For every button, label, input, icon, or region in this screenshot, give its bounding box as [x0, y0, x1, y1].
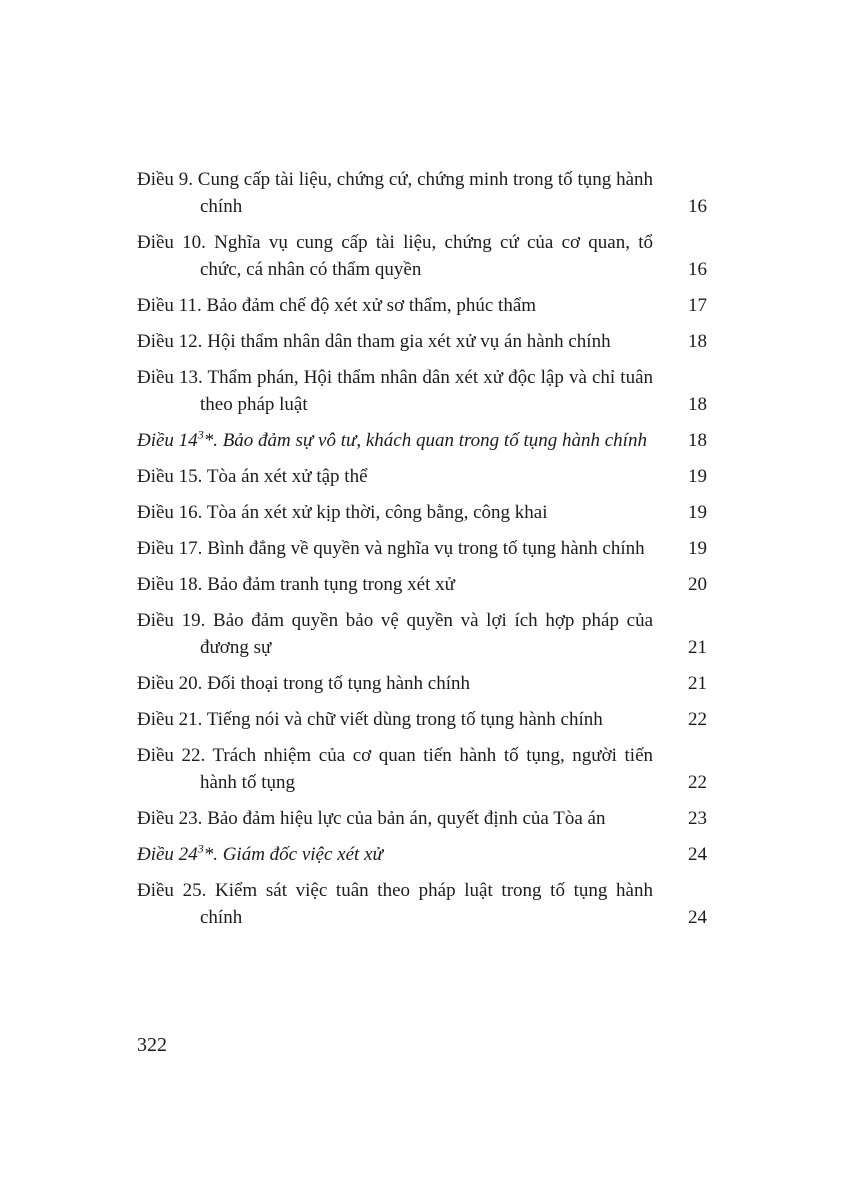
- toc-entry: [137, 463, 707, 490]
- article-number: Điều 9.: [137, 169, 193, 190]
- article-number: Điều 21.: [137, 709, 203, 730]
- article-title: Bảo đảm tranh tụng trong xét xử: [202, 574, 455, 595]
- article-number: Điều 11.: [137, 295, 202, 316]
- article-number: Điều 15.: [137, 466, 203, 487]
- article-superscript: 3: [197, 841, 204, 856]
- toc-entry-page-number: 17: [688, 295, 707, 316]
- toc-entry-text: [137, 742, 661, 796]
- article-number: Điều 10.: [137, 232, 206, 253]
- toc-entry-page-number: 18: [688, 331, 707, 352]
- toc-entry-text: [137, 841, 661, 868]
- footer-page-number: 322: [137, 1034, 167, 1056]
- article-title: Giám đốc việc xét xử: [217, 844, 383, 865]
- toc-entry-text: [137, 364, 661, 418]
- article-title: Trách nhiệm của cơ quan tiến hành tố tụng, người tiến hành tố tụng: [200, 745, 654, 793]
- toc-entry-text: [137, 463, 661, 490]
- toc-entry: [137, 364, 707, 418]
- article-title: Bảo đảm sự vô tư, khách quan trong tố tụng hành chính: [217, 430, 647, 451]
- article-number: Điều 19.: [137, 610, 206, 631]
- article-number: Điều 25.: [137, 880, 207, 901]
- toc-entry: [137, 571, 707, 598]
- article-number: Điều 24: [137, 844, 198, 865]
- article-title: Bình đẳng về quyền và nghĩa vụ trong tố tụng hành chính: [202, 538, 645, 559]
- toc-entry-page-number: 16: [688, 259, 707, 280]
- article-number: Điều 22.: [137, 745, 206, 766]
- article-title: Bảo đảm chế độ xét xử sơ thẩm, phúc thẩm: [201, 295, 537, 316]
- toc-entry-text: [137, 877, 661, 931]
- toc-entry-page-number: 16: [688, 196, 707, 217]
- article-title: Thẩm phán, Hội thẩm nhân dân xét xử độc lập và chỉ tuân theo pháp luật: [200, 367, 653, 415]
- toc-entry: [137, 706, 707, 733]
- toc-entry: [137, 805, 707, 832]
- article-suffix: *.: [203, 430, 218, 451]
- toc-entry: [137, 877, 707, 931]
- toc-entry: [137, 499, 707, 526]
- article-number: Điều 17.: [137, 538, 203, 559]
- toc-entry: [137, 166, 707, 220]
- toc-entry-text: [137, 499, 661, 526]
- article-title: Đối thoại trong tố tụng hành chính: [202, 673, 470, 694]
- toc-entry: [137, 742, 707, 796]
- toc-entry-text: [137, 427, 661, 454]
- article-suffix: *.: [203, 844, 218, 865]
- toc-entry-text: [137, 292, 661, 319]
- toc-entry-text: [137, 805, 661, 832]
- toc-entry-page-number: 19: [688, 538, 707, 559]
- toc-entry-text: [137, 706, 661, 733]
- article-title: Kiểm sát việc tuân theo pháp luật trong tố tụng hành chính: [200, 880, 653, 928]
- toc-entry: [137, 607, 707, 661]
- article-number: Điều 12.: [137, 331, 203, 352]
- article-title: Cung cấp tài liệu, chứng cứ, chứng minh trong tố tụng hành chính: [193, 169, 654, 217]
- toc-entry: [137, 670, 707, 697]
- toc-entry-page-number: 22: [688, 709, 707, 730]
- toc-entry: [137, 841, 707, 868]
- toc-entry-page-number: 21: [688, 637, 707, 658]
- toc-entry: [137, 229, 707, 283]
- toc-entry-text: [137, 607, 661, 661]
- toc-entry-text: [137, 535, 661, 562]
- article-title: Hội thẩm nhân dân tham gia xét xử vụ án hành chính: [202, 331, 611, 352]
- article-title: Tòa án xét xử tập thể: [202, 466, 368, 487]
- toc-entry: [137, 535, 707, 562]
- article-title: Nghĩa vụ cung cấp tài liệu, chứng cứ của cơ quan, tổ chức, cá nhân có thẩm quyền: [200, 232, 653, 280]
- article-number: Điều 16.: [137, 502, 203, 523]
- article-title: Tòa án xét xử kịp thời, công bằng, công khai: [202, 502, 548, 523]
- toc-entry-text: [137, 229, 661, 283]
- toc-entry: [137, 328, 707, 355]
- toc-entry-page-number: 22: [688, 772, 707, 793]
- article-number: Điều 18.: [137, 574, 203, 595]
- toc-entry-page-number: 18: [688, 394, 707, 415]
- article-number: Điều 23.: [137, 808, 203, 829]
- article-title: Tiếng nói và chữ viết dùng trong tố tụng hành chính: [202, 709, 603, 730]
- article-superscript: 3: [197, 427, 204, 442]
- article-title: Bảo đảm quyền bảo vệ quyền và lợi ích hợp pháp của đương sự: [200, 610, 653, 658]
- toc-entry-page-number: 20: [688, 574, 707, 595]
- toc-entry-text: [137, 571, 661, 598]
- toc-entry: [137, 427, 707, 454]
- toc-entry-text: [137, 166, 661, 220]
- toc-list: [137, 166, 707, 940]
- toc-entry-text: [137, 670, 661, 697]
- toc-entry-page-number: 19: [688, 466, 707, 487]
- article-number: Điều 20.: [137, 673, 203, 694]
- toc-entry-text: [137, 328, 661, 355]
- article-number: Điều 14: [137, 430, 198, 451]
- toc-entry-page-number: 23: [688, 808, 707, 829]
- toc-entry-page-number: 21: [688, 673, 707, 694]
- toc-entry-page-number: 18: [688, 430, 707, 451]
- article-title: Bảo đảm hiệu lực của bản án, quyết định của Tòa án: [202, 808, 606, 829]
- toc-entry-page-number: 19: [688, 502, 707, 523]
- toc-entry-page-number: 24: [688, 907, 707, 928]
- article-number: Điều 13.: [137, 367, 203, 388]
- toc-entry-page-number: 24: [688, 844, 707, 865]
- toc-entry: [137, 292, 707, 319]
